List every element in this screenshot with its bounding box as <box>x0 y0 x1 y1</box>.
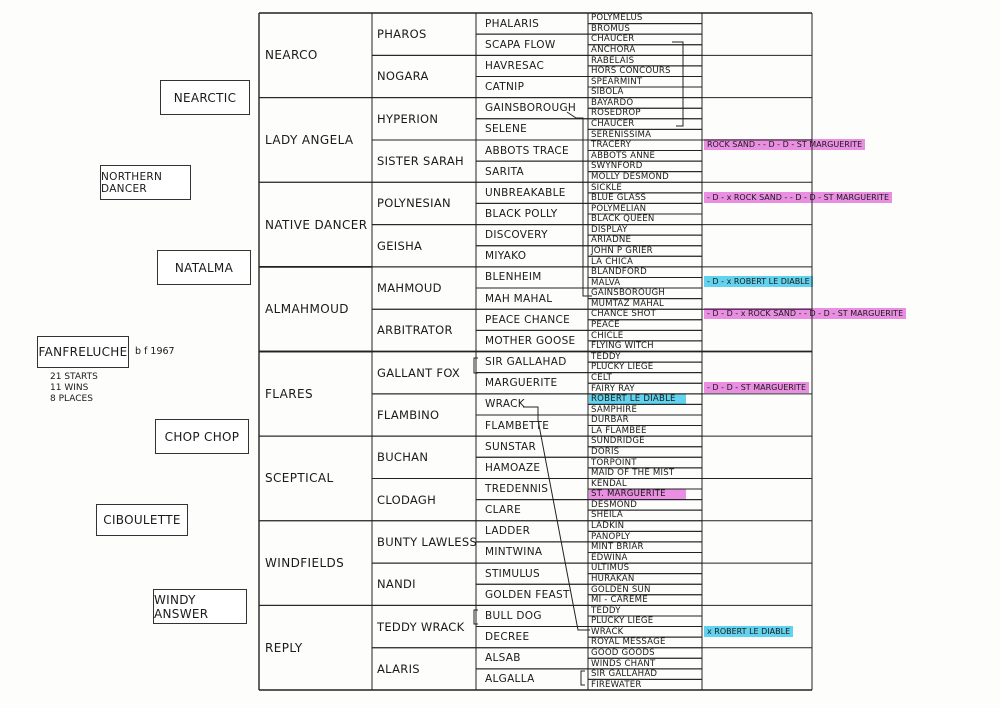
gen5-cell: GAINSBOROUGH <box>485 102 577 115</box>
wrack-connector <box>523 407 590 630</box>
gen4-cell: BUNTY LAWLESS <box>377 534 478 549</box>
gen4-cell: BUCHAN <box>377 450 429 465</box>
gen5-cell: FLAMBETTE <box>485 419 550 432</box>
gen3-cell: NEARCO <box>265 48 318 63</box>
gen6-cell: ABBOTS ANNE <box>591 150 656 161</box>
gen5-cell: DISCOVERY <box>485 229 548 242</box>
gen6-cell: JOHN P GRIER <box>591 246 653 256</box>
gen6-cell: FAIRY RAY <box>591 383 635 394</box>
gen6-cell: ROBERT LE DIABLE <box>589 394 686 405</box>
gen6-cell: DESMOND <box>591 499 638 510</box>
gen6-cell: WRACK <box>591 626 624 637</box>
record-starts: 21 STARTS <box>50 372 98 382</box>
gen4-cell: NANDI <box>377 577 416 592</box>
gen6-cell: TORPOINT <box>591 457 637 468</box>
gen6-cell: BLACK QUEEN <box>591 214 655 225</box>
gen6-cell: POLYMELUS <box>591 13 643 24</box>
gen4-cell: FLAMBINO <box>377 407 440 422</box>
gen5-cell: DECREE <box>485 631 530 644</box>
gen1-dam-label: CIBOULETTE <box>103 513 181 527</box>
gen6-cell: SIR GALLAHAD <box>591 669 658 680</box>
gen6-cell: BAYARDO <box>591 97 634 108</box>
inbreeding-annotation: - D - D - x ROCK SAND - - D - D - ST MARGUERITE <box>704 308 906 319</box>
gen6-cell: SWYNFORD <box>591 161 643 172</box>
gen5-cell: WRACK <box>485 398 525 411</box>
gen6-cell: LADKIN <box>591 521 625 532</box>
gen6-cell: PANOPLY <box>591 531 631 542</box>
gen4-cell: MAHMOUD <box>377 281 442 296</box>
gen6-cell: GOOD GOODS <box>591 647 655 658</box>
gen4-cell: POLYNESIAN <box>377 196 451 211</box>
gen6-cell: MALVA <box>591 277 621 288</box>
gen4-cell: CLODAGH <box>377 492 437 507</box>
gen3-cell: FLARES <box>265 386 314 401</box>
gen6-cell: MI - CAREME <box>591 595 648 606</box>
gen5-cell: SIR GALLAHAD <box>485 356 567 369</box>
gen4-cell: ARBITRATOR <box>377 323 453 338</box>
gen6-cell: MAID OF THE MIST <box>591 468 675 479</box>
inbreeding-annotation: x ROBERT LE DIABLE <box>704 626 793 637</box>
gen6-cell: CHAUCER <box>591 119 635 130</box>
gen4-cell: HYPERION <box>377 111 439 126</box>
gen5-cell: LADDER <box>485 525 531 538</box>
gen5-cell: SUNSTAR <box>485 440 537 453</box>
gen6-cell: FIREWATER <box>591 679 642 690</box>
gen6-cell: KENDAL <box>591 478 627 489</box>
gen6-cell: BLUE GLASS <box>591 193 647 204</box>
gen5-cell: MAH MAHAL <box>485 292 553 305</box>
gen4-cell: SISTER SARAH <box>377 154 464 169</box>
gen4-cell: TEDDY WRACK <box>377 619 465 634</box>
record-places: 8 PLACES <box>50 394 93 404</box>
sir-gallahad-2-bracket-left <box>581 671 585 685</box>
subject-born: b f 1967 <box>135 346 175 357</box>
gen6-cell: CHICLE <box>591 330 624 341</box>
gen6-cell: DISPLAY <box>591 224 628 235</box>
gen3-cell: NATIVE DANCER <box>265 217 368 232</box>
gen6-cell: HORS CONCOURS <box>591 66 671 77</box>
gen6-cell: ROSEDROP <box>591 108 641 119</box>
gen6-cell: MOLLY DESMOND <box>591 171 669 182</box>
gen6-cell: BROMUS <box>591 23 630 34</box>
inbreeding-annotation: - D - D - ST MARGUERITE <box>704 382 809 393</box>
gen6-cell: MUMTAZ MAHAL <box>591 298 665 309</box>
gen2-4-label: WINDY ANSWER <box>154 592 209 621</box>
gen3-cell: ALMAHMOUD <box>265 302 349 317</box>
gen5-cell: STIMULUS <box>485 567 540 580</box>
gen6-cell: DURBAR <box>591 415 629 426</box>
gen5-cell: GOLDEN FEAST <box>485 588 570 601</box>
gen6-cell: POLYMELIAN <box>591 203 647 214</box>
gen5-cell: SARITA <box>485 165 525 178</box>
record-wins: 11 WINS <box>50 383 89 393</box>
subject-name: FANFRELUCHE <box>38 345 128 359</box>
gen1-sire-label: NORTHERN DANCER <box>101 170 163 195</box>
gen5-cell: TREDENNIS <box>485 483 549 496</box>
gen6-cell: GAINSBOROUGH <box>591 288 666 299</box>
gen6-cell: PEACE <box>591 320 620 331</box>
gen5-cell: MIYAKO <box>485 250 527 263</box>
gen6-cell: TEDDY <box>591 351 621 362</box>
gen6-cell: SICKLE <box>591 182 623 193</box>
inbreeding-annotation: - D - x ROBERT LE DIABLE <box>704 276 813 287</box>
gen6-cell: CHAUCER <box>591 34 635 45</box>
gen5-cell: PEACE CHANCE <box>485 313 571 326</box>
gen6-cell: DORIS <box>591 446 620 457</box>
gen6-cell: CELT <box>591 372 613 383</box>
gen6-cell: SERENISSIMA <box>591 129 652 140</box>
gen5-cell: BLENHEIM <box>485 271 542 284</box>
gen6-cell: ST. MARGUERITE <box>589 489 686 500</box>
gen6-cell: LA FLAMBEE <box>591 425 647 436</box>
inbreeding-annotation: ROCK SAND - - D - D - ST MARGUERITE <box>704 139 865 150</box>
gen4-cell: ALARIS <box>377 661 420 676</box>
gen3-cell: REPLY <box>265 640 303 655</box>
gen5-cell: PHALARIS <box>485 17 540 30</box>
gen6-cell: TRACERY <box>591 140 632 151</box>
gen6-cell: LA CHICA <box>591 256 634 267</box>
gen4-cell: GALLANT FOX <box>377 365 461 380</box>
gen2-3-label: CHOP CHOP <box>164 429 240 444</box>
gen5-cell: MOTHER GOOSE <box>485 334 576 347</box>
gen5-cell: CLARE <box>485 504 522 517</box>
gen6-cell: RABELAIS <box>591 55 635 66</box>
chaucer-bracket <box>672 42 683 126</box>
gen6-cell: WINDS CHANT <box>591 658 656 669</box>
gen6-cell: ARIADNE <box>591 235 632 246</box>
gen5-cell: ALGALLA <box>485 673 535 686</box>
gen6-cell: GOLDEN SUN <box>591 584 651 595</box>
gen5-cell: SELENE <box>485 123 528 136</box>
gen5-cell: BULL DOG <box>485 609 542 622</box>
gen4-cell: NOGARA <box>377 69 429 84</box>
gen5-cell: ABBOTS TRACE <box>485 144 569 157</box>
gen5-cell: SCAPA FLOW <box>485 38 556 51</box>
gen3-cell: LADY ANGELA <box>265 132 354 147</box>
gen5-cell: CATNIP <box>485 81 525 94</box>
gen6-cell: HURAKAN <box>591 573 635 584</box>
gen6-cell: ROYAL MESSAGE <box>591 637 666 648</box>
gen6-cell: BLANDFORD <box>591 267 647 278</box>
gen4-cell: GEISHA <box>377 238 423 253</box>
gen6-cell: CHANCE SHOT <box>591 309 657 320</box>
gen6-cell: SUNDRIDGE <box>591 436 645 447</box>
gen6-cell: ANCHORA <box>591 45 636 56</box>
gen6-cell: TEDDY <box>591 605 621 616</box>
gen5-cell: BLACK POLLY <box>485 207 558 220</box>
gen6-cell: ULTIMUS <box>591 563 630 574</box>
gen6-cell: PLUCKY LIEGE <box>591 616 654 627</box>
gen5-cell: ALSAB <box>485 652 521 665</box>
gen6-cell: EDWINA <box>591 552 628 563</box>
gen2-2-label: NATALMA <box>174 260 234 275</box>
gen5-cell: MARGUERITE <box>485 377 558 390</box>
inbreeding-annotation: - D - x ROCK SAND - - D - D - ST MARGUERITE <box>704 192 892 203</box>
gen3-cell: WINDFIELDS <box>265 556 345 571</box>
gen2-1-label: NEARCTIC <box>173 90 237 105</box>
gen5-cell: HAMOAZE <box>485 461 541 474</box>
gen6-cell: PLUCKY LIEGE <box>591 362 654 373</box>
gen5-cell: UNBREAKABLE <box>485 186 566 199</box>
gen3-cell: SCEPTICAL <box>265 471 334 486</box>
gen5-cell: MINTWINA <box>485 546 543 559</box>
gen5-cell: HAVRESAC <box>485 59 545 72</box>
gen6-cell: SIBOLA <box>591 87 624 98</box>
gen4-cell: PHAROS <box>377 27 427 42</box>
gen6-cell: SAMPHIRE <box>591 404 638 415</box>
gen6-cell: FLYING WITCH <box>591 341 654 352</box>
gen6-cell: MINT BRIAR <box>591 542 644 553</box>
gen6-cell: SPEARMINT <box>591 76 643 87</box>
gen6-cell: SHEILA <box>591 510 623 521</box>
